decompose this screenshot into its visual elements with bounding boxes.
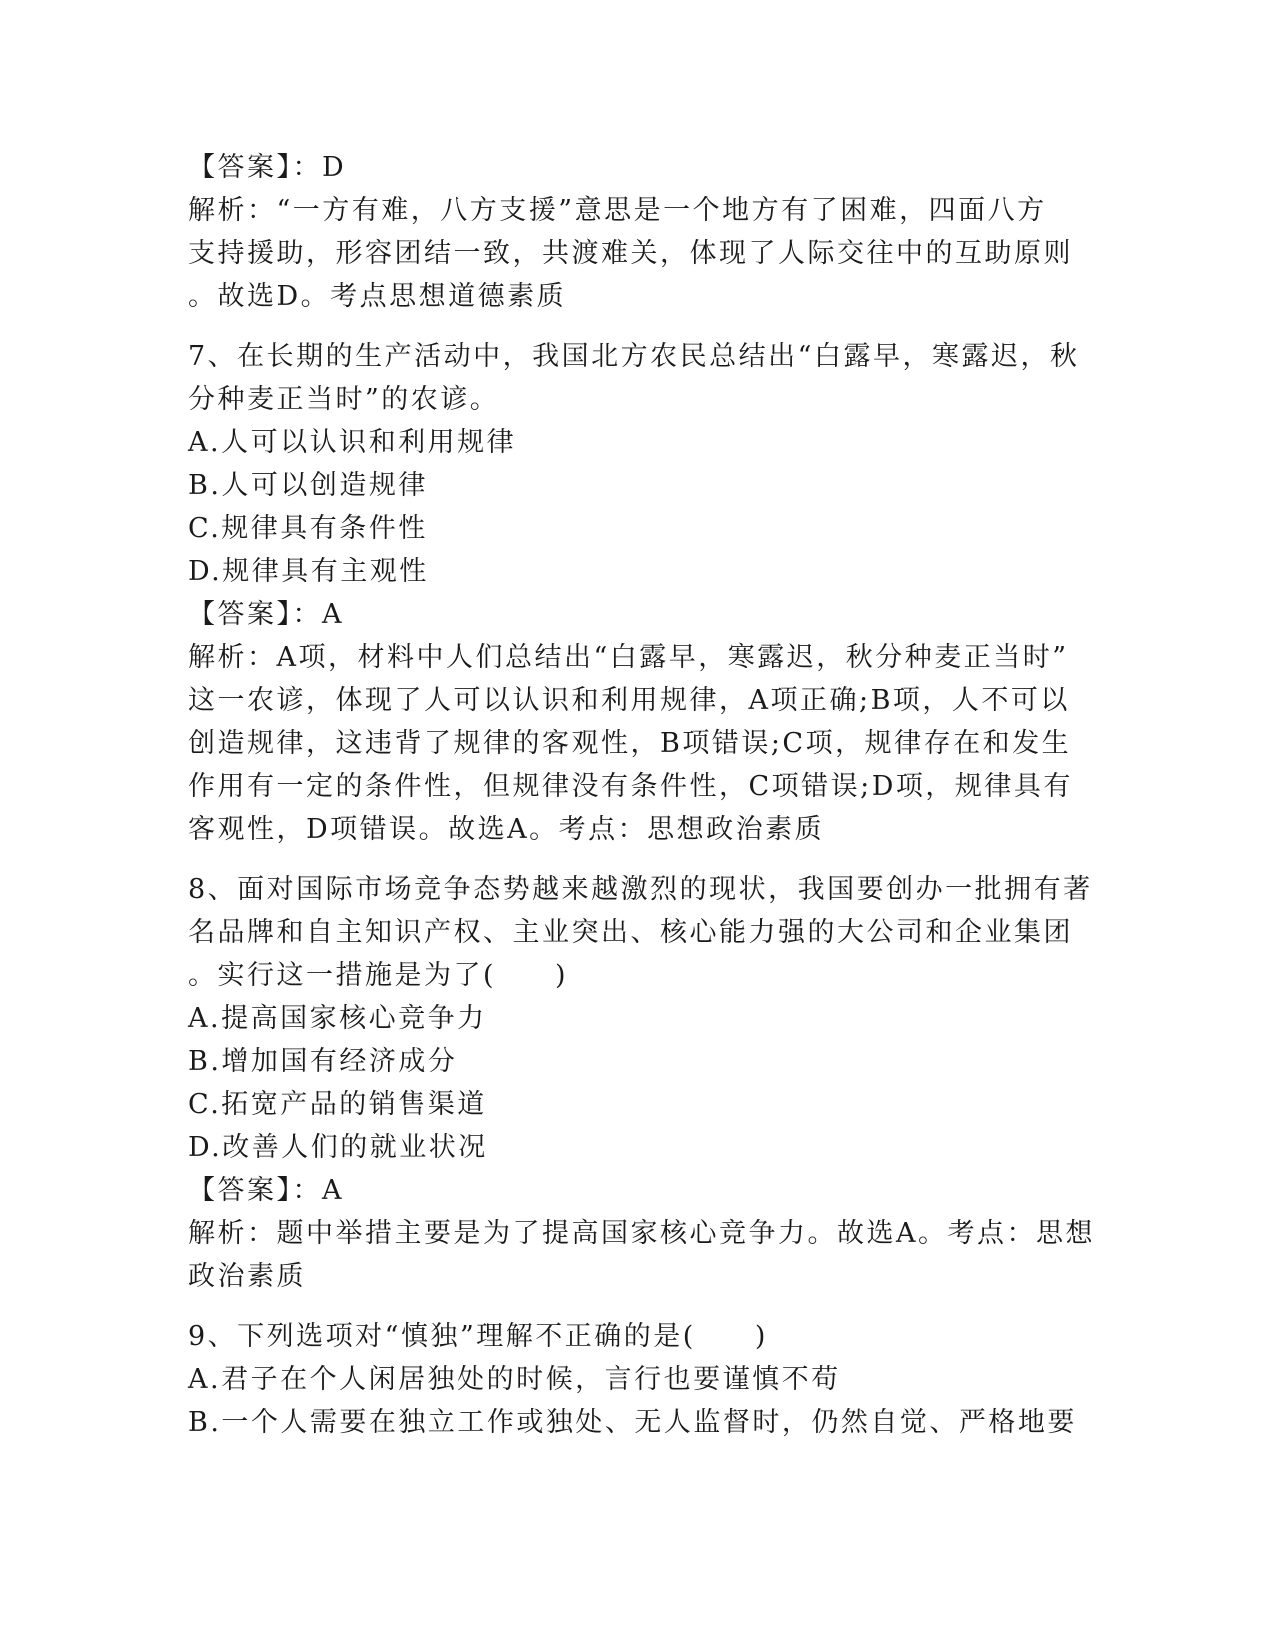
q7-option-c: C.规律具有条件性 bbox=[188, 513, 428, 544]
q8-stem-line: 。实行这一措施是为了( ) bbox=[188, 960, 569, 991]
q8-analysis-line: 政治素质 bbox=[188, 1261, 306, 1292]
q7-option-b: B.人可以创造规律 bbox=[188, 470, 428, 501]
q8-option-a: A.提高国家核心竞争力 bbox=[188, 1003, 487, 1034]
q7-analysis-line: 解析：A项，材料中人们总结出“白露早，寒露迟，秋分种麦正当时” bbox=[188, 642, 1069, 673]
question-9 bbox=[188, 1315, 1088, 1444]
question-gap bbox=[188, 1298, 1088, 1315]
q6-analysis-line: 解析：“一方有难，八方支援”意思是一个地方有了困难，四面八方 bbox=[188, 195, 1047, 226]
q7-stem-line: 分种麦正当时”的农谚。 bbox=[188, 384, 500, 415]
q7-option-d: D.规律具有主观性 bbox=[188, 556, 429, 587]
q8-analysis-line: 解析：题中举措主要是为了提高国家核心竞争力。故选A。考点：思想 bbox=[188, 1218, 1095, 1249]
q8-option-d: D.改善人们的就业状况 bbox=[188, 1132, 488, 1163]
question-8 bbox=[188, 868, 1095, 1298]
question-6-tail bbox=[188, 146, 1088, 318]
question-7 bbox=[188, 335, 1088, 851]
q8-option-b: B.增加国有经济成分 bbox=[188, 1046, 458, 1077]
q7-analysis-line: 这一农谚，体现了人可以认识和利用规律，A项正确;B项，人不可以 bbox=[188, 685, 1070, 716]
question-gap bbox=[188, 318, 1088, 335]
q7-stem-line: 7、在长期的生产活动中，我国北方农民总结出“白露早，寒露迟，秋 bbox=[188, 341, 1080, 372]
q9-stem-line: 9、下列选项对“慎独”理解不正确的是( ) bbox=[188, 1321, 768, 1352]
q7-answer: 【答案】：A bbox=[188, 599, 344, 630]
q8-stem-line: 8、面对国际市场竞争态势越来越激烈的现状，我国要创办一批拥有著 bbox=[188, 874, 1093, 905]
q7-analysis-line: 创造规律，这违背了规律的客观性，B项错误;C项，规律存在和发生 bbox=[188, 728, 1072, 759]
q6-answer: 【答案】：D bbox=[188, 152, 347, 183]
q9-option-b: B.一个人需要在独立工作或独处、无人监督时，仍然自觉、严格地要 bbox=[188, 1407, 1077, 1438]
document-content bbox=[188, 146, 1095, 1444]
q8-answer: 【答案】：A bbox=[188, 1175, 344, 1206]
q7-analysis-line: 客观性，D项错误。故选A。考点：思想政治素质 bbox=[188, 814, 825, 845]
q8-stem-line: 名品牌和自主知识产权、主业突出、核心能力强的大公司和企业集团 bbox=[188, 917, 1073, 948]
q7-analysis-line: 作用有一定的条件性，但规律没有条件性，C项错误;D项，规律具有 bbox=[188, 771, 1073, 802]
q9-option-a: A.君子在个人闲居独处的时候，言行也要谨慎不苟 bbox=[188, 1364, 841, 1395]
q6-analysis-line: 支持援助，形容团结一致，共渡难关，体现了人际交往中的互助原则 bbox=[188, 238, 1073, 269]
question-gap bbox=[188, 851, 1088, 868]
q7-option-a: A.人可以认识和利用规律 bbox=[188, 427, 517, 458]
q8-option-c: C.拓宽产品的销售渠道 bbox=[188, 1089, 487, 1120]
q6-analysis-line: 。故选D。考点思想道德素质 bbox=[188, 281, 567, 312]
